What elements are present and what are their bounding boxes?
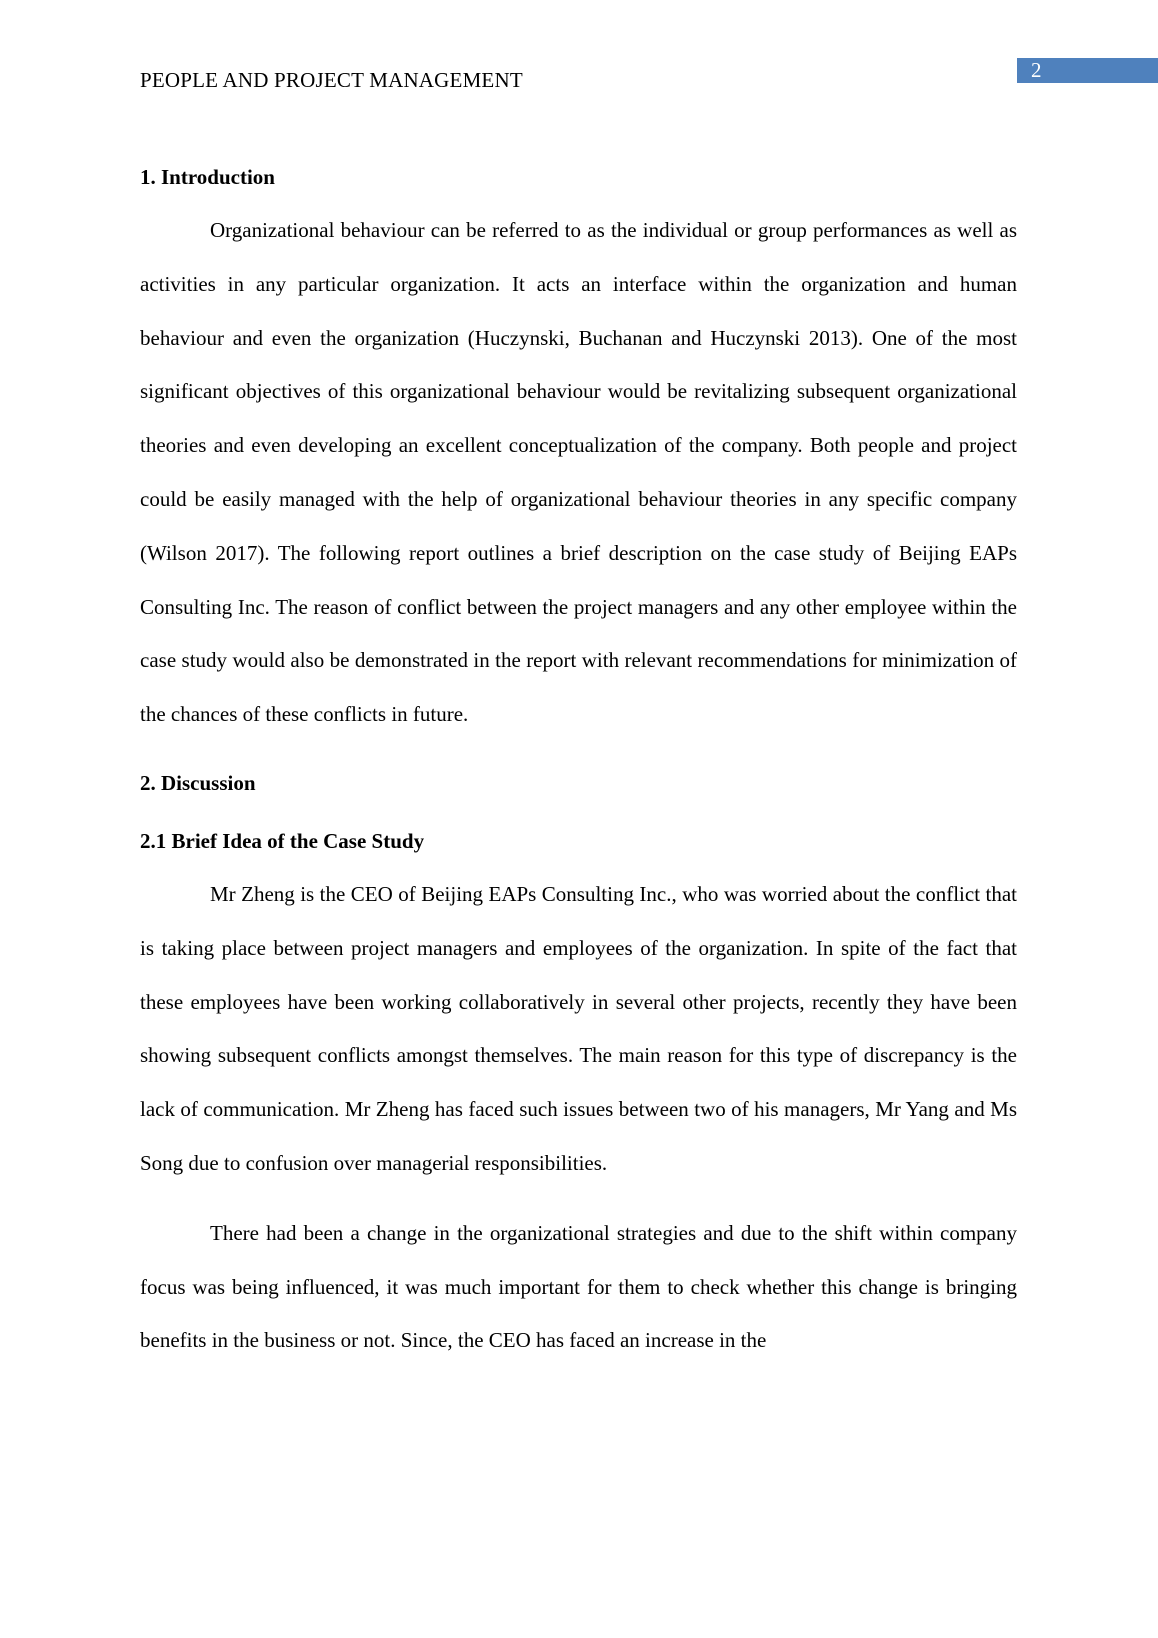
case-study-paragraph-2: There had been a change in the organizational strategies and due to the shift within company focus was being influenced, it was much important for them to check whether this change is bringing benefits in the business or not. Since, the CEO has faced an increase in the — [140, 1220, 1017, 1353]
page-number: 2 — [1017, 58, 1158, 83]
case-study-subheading: 2.1 Brief Idea of the Case Study — [140, 828, 425, 853]
document-body — [140, 160, 1017, 1368]
introduction-paragraph: Organizational behaviour can be referred to as the individual or group performances as well as activities in any particular organization. It acts an interface within the organization and human behaviour and even the organization (Huczynski, Buchanan and Huczynski 2013). One of the most significant objectives of this organizational behaviour would be revitalizing subsequent organizational theories and even developing an excellent conceptualization of the company. Both people and project could be easily managed with the help of organizational behaviour theories in any specific company (Wilson 2017). The following report outlines a brief description on the case study of Beijing EAPs Consulting Inc. The reason of conflict between the project managers and any other employee within the case study would also be demonstrated in the report with relevant recommendations for minimization of the chances of these conflicts in future. — [140, 218, 1017, 727]
case-study-paragraph-1: Mr Zheng is the CEO of Beijing EAPs Consulting Inc., who was worried about the conflict that is taking place between project managers and employees of the organization. In spite of the fact that these employees have been working collaboratively in several other projects, recently they have been showing subsequent conflicts amongst themselves. The main reason for this type of discrepancy is the lack of communication. Mr Zheng has faced such issues between two of his managers, Mr Yang and Ms Song due to confusion over managerial responsibilities. — [140, 881, 1017, 1175]
discussion-heading: 2. Discussion — [140, 770, 256, 795]
running-header: PEOPLE AND PROJECT MANAGEMENT — [140, 68, 523, 92]
introduction-heading: 1. Introduction — [140, 165, 275, 189]
